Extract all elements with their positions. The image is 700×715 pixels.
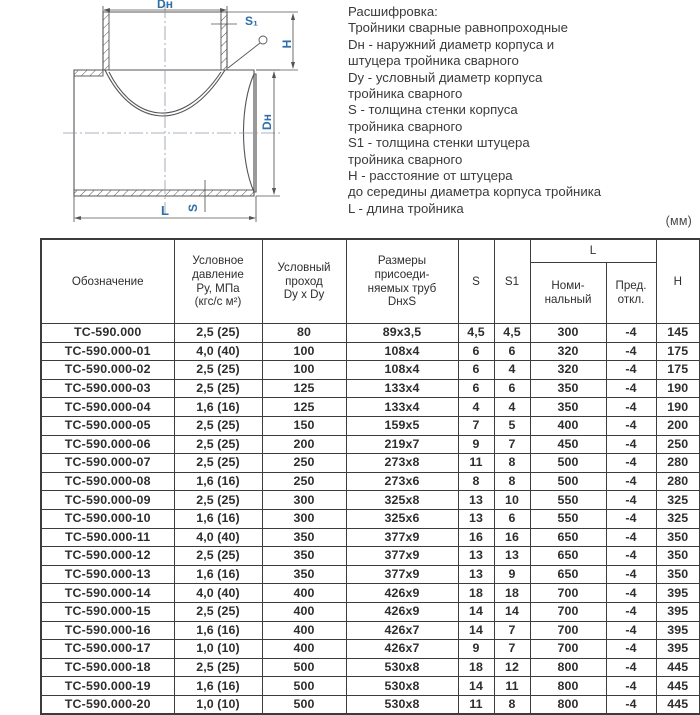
cell-h: 175 [656, 361, 700, 380]
cell-l-nominal: 350 [530, 379, 606, 398]
cell-py: 1,6 (16) [174, 509, 262, 528]
cell-s: 18 [458, 584, 494, 603]
table-row [41, 547, 700, 566]
cell-designation: ТС-590.000-18 [41, 658, 174, 677]
cell-py: 1,6 (16) [174, 398, 262, 417]
table-row [41, 361, 700, 380]
cell-s1: 4 [494, 398, 530, 417]
cell-dhxs: 530х8 [346, 677, 458, 696]
cell-h: 395 [656, 621, 700, 640]
cell-py: 2,5 (25) [174, 379, 262, 398]
cell-l-deviation: -4 [606, 454, 656, 473]
th-lnom-l2: нальный [544, 293, 592, 306]
cell-h: 145 [656, 324, 700, 343]
th-h: H [656, 239, 700, 324]
legend-line: L - длина тройника [348, 200, 464, 216]
cell-s1: 6 [494, 509, 530, 528]
cell-l-deviation: -4 [606, 621, 656, 640]
cell-designation: ТС-590.000-11 [41, 528, 174, 547]
th-pipe-l3: няемых труб [367, 281, 437, 295]
table-row [41, 472, 700, 491]
cell-dhxs: 426х9 [346, 584, 458, 603]
cell-s: 7 [458, 416, 494, 435]
cell-dy: 400 [262, 640, 346, 659]
table-row [41, 584, 700, 603]
th-bore [262, 239, 346, 324]
cell-h: 445 [656, 695, 700, 714]
cell-py: 1,6 (16) [174, 677, 262, 696]
cell-l-nominal: 700 [530, 640, 606, 659]
cell-dhxs: 426х7 [346, 640, 458, 659]
cell-designation: ТС-590.000-14 [41, 584, 174, 603]
cell-dy: 350 [262, 565, 346, 584]
cell-dy: 125 [262, 398, 346, 417]
cell-designation: ТС-590.000-17 [41, 640, 174, 659]
cell-l-deviation: -4 [606, 640, 656, 659]
table-row [41, 621, 700, 640]
cell-designation: ТС-590.000-07 [41, 454, 174, 473]
cell-dhxs: 273х6 [346, 472, 458, 491]
legend-panel [348, 4, 698, 217]
cell-h: 350 [656, 565, 700, 584]
table-row [41, 658, 700, 677]
cell-dy: 100 [262, 361, 346, 380]
cell-designation: ТС-590.000-15 [41, 602, 174, 621]
cell-dhxs: 133х4 [346, 379, 458, 398]
table-row [41, 491, 700, 510]
cell-s1: 8 [494, 695, 530, 714]
cell-l-nominal: 450 [530, 435, 606, 454]
th-s: S [458, 239, 494, 324]
cell-l-deviation: -4 [606, 509, 656, 528]
legend-line: S1 - толщина стенки штуцера [348, 135, 530, 151]
cell-s: 14 [458, 677, 494, 696]
cell-designation: ТС-590.000-02 [41, 361, 174, 380]
cell-dhxs: 377х9 [346, 547, 458, 566]
cell-py: 4,0 (40) [174, 584, 262, 603]
cell-s: 6 [458, 379, 494, 398]
cell-s1: 4,5 [494, 324, 530, 343]
legend-line: тройника сварного [348, 118, 463, 134]
table-row [41, 454, 700, 473]
cell-l-deviation: -4 [606, 547, 656, 566]
th-pressure-l3: Ру, МПа [196, 281, 240, 295]
cell-l-deviation: -4 [606, 584, 656, 603]
th-l-nominal [530, 263, 606, 324]
cell-s1: 4 [494, 361, 530, 380]
cell-designation: ТС-590.000-10 [41, 509, 174, 528]
legend-line: Dн - наружний диаметр корпуса и [348, 36, 555, 52]
cell-l-nominal: 400 [530, 416, 606, 435]
wall-hatching [74, 12, 254, 196]
cell-py: 2,5 (25) [174, 547, 262, 566]
cell-py: 1,6 (16) [174, 472, 262, 491]
dim-label-s: S [186, 203, 200, 213]
cell-s: 13 [458, 491, 494, 510]
cell-s1: 18 [494, 584, 530, 603]
cell-l-nominal: 800 [530, 677, 606, 696]
legend-line: Dy - условный диаметр корпуса [348, 69, 543, 85]
th-pressure-l2: давление [192, 267, 244, 281]
th-pipe-l1: Размеры [377, 254, 427, 268]
th-pipe-l4: DнхS [387, 295, 417, 309]
cell-h: 445 [656, 658, 700, 677]
cell-dhxs: 108х4 [346, 361, 458, 380]
table-row [41, 342, 700, 361]
cell-dy: 300 [262, 491, 346, 510]
cell-l-deviation: -4 [606, 658, 656, 677]
table-row [41, 640, 700, 659]
cell-l-deviation: -4 [606, 324, 656, 343]
cell-h: 325 [656, 491, 700, 510]
cell-py: 2,5 (25) [174, 658, 262, 677]
cell-l-deviation: -4 [606, 528, 656, 547]
cell-py: 2,5 (25) [174, 491, 262, 510]
cell-h: 250 [656, 435, 700, 454]
cell-dhxs: 273х8 [346, 454, 458, 473]
cell-l-deviation: -4 [606, 342, 656, 361]
cell-s: 6 [458, 342, 494, 361]
cell-h: 395 [656, 602, 700, 621]
cell-py: 1,6 (16) [174, 621, 262, 640]
specification-table [40, 238, 700, 715]
cell-s1: 10 [494, 491, 530, 510]
cell-l-deviation: -4 [606, 565, 656, 584]
cell-designation: ТС-590.000-08 [41, 472, 174, 491]
dim-label-s1: S₁ [245, 14, 258, 28]
cell-s: 18 [458, 658, 494, 677]
cell-h: 350 [656, 528, 700, 547]
th-lotk-l2: откл. [617, 293, 645, 306]
cell-l-nominal: 700 [530, 584, 606, 603]
cell-py: 1,6 (16) [174, 565, 262, 584]
cell-dy: 400 [262, 584, 346, 603]
cell-dy: 250 [262, 472, 346, 491]
cell-s: 16 [458, 528, 494, 547]
cell-s1: 12 [494, 658, 530, 677]
cell-designation: ТС-590.000-03 [41, 379, 174, 398]
cell-dhxs: 530х8 [346, 658, 458, 677]
cell-l-deviation: -4 [606, 695, 656, 714]
table-row [41, 324, 700, 343]
cell-s: 13 [458, 547, 494, 566]
dim-label-dn-top: Dн [157, 0, 173, 11]
cell-dhxs: 426х7 [346, 621, 458, 640]
dim-label-dn-right: Dн [260, 114, 274, 130]
cell-py: 2,5 (25) [174, 361, 262, 380]
cell-l-nominal: 700 [530, 621, 606, 640]
cell-h: 445 [656, 677, 700, 696]
cell-designation: ТС-590.000-19 [41, 677, 174, 696]
cell-py: 2,5 (25) [174, 435, 262, 454]
th-pressure [174, 239, 262, 324]
cell-py: 2,5 (25) [174, 454, 262, 473]
th-bore-l2: проход [285, 274, 323, 288]
cell-s1: 5 [494, 416, 530, 435]
dim-label-h: H [280, 39, 294, 49]
table-row [41, 435, 700, 454]
cell-h: 200 [656, 416, 700, 435]
cell-l-deviation: -4 [606, 416, 656, 435]
table-row [41, 509, 700, 528]
cell-dy: 80 [262, 324, 346, 343]
cell-l-deviation: -4 [606, 435, 656, 454]
cell-dy: 500 [262, 677, 346, 696]
cell-h: 175 [656, 342, 700, 361]
cell-s1: 6 [494, 342, 530, 361]
cell-s: 9 [458, 640, 494, 659]
th-pressure-l4: (кгс/с м²) [194, 295, 242, 309]
cell-h: 395 [656, 640, 700, 659]
cell-py: 2,5 (25) [174, 324, 262, 343]
cell-dy: 350 [262, 547, 346, 566]
cell-dy: 500 [262, 658, 346, 677]
cell-l-nominal: 300 [530, 324, 606, 343]
cell-s1: 13 [494, 547, 530, 566]
dimension-s [198, 180, 212, 212]
cell-dhxs: 325х6 [346, 509, 458, 528]
cell-dhxs: 108х4 [346, 342, 458, 361]
technical-drawing [55, 0, 345, 236]
cell-s: 14 [458, 621, 494, 640]
cell-l-deviation: -4 [606, 677, 656, 696]
cell-l-deviation: -4 [606, 472, 656, 491]
cell-designation: ТС-590.000-06 [41, 435, 174, 454]
cell-s1: 7 [494, 640, 530, 659]
cell-dhxs: 426х9 [346, 602, 458, 621]
cell-s: 8 [458, 472, 494, 491]
cell-dy: 350 [262, 528, 346, 547]
table-row [41, 695, 700, 714]
cell-l-deviation: -4 [606, 379, 656, 398]
cell-s: 11 [458, 695, 494, 714]
unit-note: (мм) [665, 214, 692, 228]
legend-line: штуцера тройника сварного [348, 53, 519, 69]
th-l-group: L [530, 239, 656, 263]
cell-designation: ТС-590.000-16 [41, 621, 174, 640]
cell-l-deviation: -4 [606, 398, 656, 417]
cell-dy: 250 [262, 454, 346, 473]
cell-s: 6 [458, 361, 494, 380]
th-lnom-l1: Номи- [551, 279, 585, 293]
cell-s1: 7 [494, 435, 530, 454]
legend-line: тройника сварного [348, 151, 463, 167]
table-row [41, 602, 700, 621]
cell-s1: 9 [494, 565, 530, 584]
cell-dhxs: 325х8 [346, 491, 458, 510]
cell-py: 4,0 (40) [174, 528, 262, 547]
spec-table-wrap [40, 238, 693, 715]
cell-s: 11 [458, 454, 494, 473]
legend-line: тройника сварного [348, 86, 463, 102]
cell-s: 4 [458, 398, 494, 417]
cell-h: 280 [656, 454, 700, 473]
cell-py: 4,0 (40) [174, 342, 262, 361]
cell-l-nominal: 800 [530, 695, 606, 714]
cell-dhxs: 377х9 [346, 528, 458, 547]
cell-dy: 500 [262, 695, 346, 714]
table-body [41, 324, 700, 715]
legend-line: Тройники сварные равнопроходные [348, 20, 568, 36]
cell-s1: 6 [494, 379, 530, 398]
cell-l-nominal: 650 [530, 565, 606, 584]
cell-l-deviation: -4 [606, 602, 656, 621]
th-designation: Обозначение [41, 239, 174, 324]
th-pipe-l2: присоеди- [374, 267, 430, 281]
cell-s1: 14 [494, 602, 530, 621]
th-bore-l1: Условный [277, 261, 331, 275]
cell-dhxs: 133х4 [346, 398, 458, 417]
cell-h: 280 [656, 472, 700, 491]
cell-h: 325 [656, 509, 700, 528]
cell-l-nominal: 700 [530, 602, 606, 621]
cell-dhxs: 530х8 [346, 695, 458, 714]
cell-dhxs: 89х3,5 [346, 324, 458, 343]
legend-title: Расшифровка: [348, 4, 438, 19]
dim-label-l: L [161, 203, 169, 218]
cell-h: 190 [656, 379, 700, 398]
cell-designation: ТС-590.000-20 [41, 695, 174, 714]
th-s1: S1 [494, 239, 530, 324]
cell-l-deviation: -4 [606, 491, 656, 510]
cell-dhxs: 159х5 [346, 416, 458, 435]
cell-h: 350 [656, 547, 700, 566]
cell-dy: 400 [262, 602, 346, 621]
top-section [0, 0, 700, 236]
table-row [41, 416, 700, 435]
cell-dy: 200 [262, 435, 346, 454]
cell-py: 2,5 (25) [174, 416, 262, 435]
cell-dy: 100 [262, 342, 346, 361]
cell-s: 14 [458, 602, 494, 621]
cell-h: 395 [656, 584, 700, 603]
cell-dy: 125 [262, 379, 346, 398]
legend-line: H - расстояние от штуцера [348, 168, 513, 184]
legend-line: S - толщина стенки корпуса [348, 102, 518, 118]
cell-s1: 8 [494, 454, 530, 473]
table-row [41, 379, 700, 398]
cell-designation: ТС-590.000 [41, 324, 174, 343]
cell-s1: 16 [494, 528, 530, 547]
table-row [41, 565, 700, 584]
center-lines [63, 4, 280, 215]
cell-l-nominal: 350 [530, 398, 606, 417]
table-row [41, 398, 700, 417]
legend-line: до середины диаметра корпуса тройника [348, 184, 602, 200]
cell-h: 190 [656, 398, 700, 417]
cell-l-nominal: 320 [530, 361, 606, 380]
cell-designation: ТС-590.000-05 [41, 416, 174, 435]
th-l-deviation [606, 263, 656, 324]
cell-dhxs: 219х7 [346, 435, 458, 454]
cell-l-nominal: 320 [530, 342, 606, 361]
cell-designation: ТС-590.000-01 [41, 342, 174, 361]
cell-l-nominal: 500 [530, 454, 606, 473]
table-row [41, 528, 700, 547]
cell-designation: ТС-590.000-09 [41, 491, 174, 510]
cell-designation: ТС-590.000-04 [41, 398, 174, 417]
cell-l-nominal: 650 [530, 528, 606, 547]
th-pipe-sizes [346, 239, 458, 324]
cell-s: 13 [458, 509, 494, 528]
cell-s: 13 [458, 565, 494, 584]
cell-l-nominal: 650 [530, 547, 606, 566]
cell-designation: ТС-590.000-12 [41, 547, 174, 566]
cell-s1: 8 [494, 472, 530, 491]
cell-l-nominal: 550 [530, 491, 606, 510]
cell-py: 1,0 (10) [174, 695, 262, 714]
cell-dy: 150 [262, 416, 346, 435]
th-bore-l3: Dy x Dy [283, 288, 325, 302]
cell-py: 1,0 (10) [174, 640, 262, 659]
cell-dy: 400 [262, 621, 346, 640]
cell-l-nominal: 550 [530, 509, 606, 528]
th-lotk-l1: Пред. [615, 279, 647, 293]
cell-l-nominal: 500 [530, 472, 606, 491]
cell-designation: ТС-590.000-13 [41, 565, 174, 584]
th-pressure-l1: Условное [192, 254, 244, 268]
weld-callout-icon [228, 36, 267, 68]
cell-dy: 300 [262, 509, 346, 528]
cell-l-nominal: 800 [530, 658, 606, 677]
table-head [41, 239, 700, 324]
cell-s1: 7 [494, 621, 530, 640]
cell-s1: 11 [494, 677, 530, 696]
cell-s: 4,5 [458, 324, 494, 343]
cell-l-deviation: -4 [606, 361, 656, 380]
cell-dhxs: 377х9 [346, 565, 458, 584]
cell-s: 9 [458, 435, 494, 454]
cell-py: 2,5 (25) [174, 602, 262, 621]
